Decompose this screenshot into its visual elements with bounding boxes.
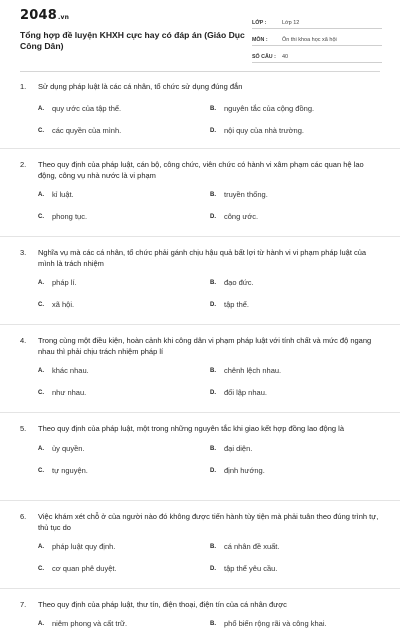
option-b[interactable] [210,443,382,455]
option-letter: A. [38,105,44,112]
question-text [20,246,380,269]
question-number: 7. [20,600,27,609]
meta-label: LỚP : [252,20,267,26]
option-a[interactable] [38,103,210,115]
option-text: công ước. [224,212,259,221]
option-letter: B. [210,105,216,112]
meta-label: SỐ CÂU : [252,54,276,60]
question-6 [0,510,400,589]
question-5 [0,422,400,501]
answer-options [20,443,380,477]
question-body: Theo quy định của pháp luật, thư tín, điện thoại, điện tín của cá nhân được [38,600,287,609]
option-text: quy ước của tập thể. [52,103,122,113]
answer-options [20,189,380,223]
option-a[interactable] [38,365,210,377]
option-letter: D. [210,566,216,572]
question-7 [0,598,400,638]
option-row-spacer [38,553,382,563]
option-letter: A. [38,192,44,198]
question-text [20,80,380,93]
answer-options [20,103,380,137]
option-text: pháp luật quy định. [52,542,116,551]
question-body: Sử dụng pháp luật là các cá nhân, tổ chức sử dụng đúng đắn [38,82,243,91]
option-c[interactable] [38,211,210,223]
answer-options [20,541,380,575]
option-text: niêm phong và cất trữ. [52,618,128,628]
question-3 [0,246,400,325]
option-text: tự nguyện. [52,465,88,475]
header-divider [20,71,380,72]
option-text: nội quy của nhà trường. [224,125,304,135]
answer-options [20,365,380,399]
option-d[interactable] [210,299,382,311]
option-letter: D. [210,214,216,220]
option-text: phong tục. [52,212,88,221]
option-letter: A. [38,445,44,452]
option-text: phổ biến rộng rãi và công khai. [224,618,327,628]
option-row-spacer [38,455,382,465]
question-text [20,158,380,181]
question-1 [0,80,400,149]
option-a[interactable] [38,277,210,289]
option-b[interactable] [210,189,382,201]
meta-value: Lớp 12 [282,20,300,26]
question-number: 3. [20,248,27,257]
option-text: tập thể yêu cầu. [224,564,278,573]
option-text: kỉ luật. [52,190,74,199]
option-d[interactable] [210,563,382,575]
option-text: đại diện. [224,443,253,453]
option-letter: A. [38,544,44,550]
option-text: chênh lệch nhau. [224,366,282,375]
option-letter: D. [210,302,216,308]
question-text [20,422,380,435]
question-text [20,334,380,357]
option-b[interactable] [210,618,382,630]
option-row-spacer [38,201,382,211]
option-d[interactable] [210,387,382,399]
option-c[interactable] [38,387,210,399]
document-title: Tổng hợp đề luyện KHXH cực hay có đáp án (Giáo Dục Công Dân) [20,30,245,51]
meta-label: MÔN : [252,37,268,43]
option-c[interactable] [38,563,210,575]
option-b[interactable] [210,365,382,377]
question-body: Theo quy định của pháp luật, một trong những nguyên tắc khi giao kết hợp đồng lao động là [38,424,344,433]
option-letter: D. [210,467,216,474]
option-text: đạo đức. [224,278,254,287]
option-letter: A. [38,620,44,627]
option-letter: C. [38,214,44,220]
question-text [20,598,380,611]
option-letter: A. [38,280,44,286]
option-letter: A. [38,368,44,374]
meta-grade [252,13,382,29]
option-row-spacer [38,377,382,387]
question-number: 6. [20,512,27,521]
option-a[interactable] [38,541,210,553]
question-4 [0,334,400,413]
site-logo[interactable] [20,8,69,23]
option-text: tập thể. [224,300,250,309]
option-text: pháp lí. [52,278,77,287]
answer-options [20,618,380,630]
option-letter: C. [38,302,44,308]
option-d[interactable] [210,125,382,137]
option-b[interactable] [210,277,382,289]
question-body: Trong cùng một điều kiện, hoàn cảnh khi công dân vi phạm pháp luật với tính chất và mức độ ngang nhau thì phải chịu trách nhiệm pháp lí [38,336,372,356]
option-letter: B. [210,368,216,374]
option-text: xã hội. [52,300,75,309]
option-letter: B. [210,192,216,198]
option-d[interactable] [210,211,382,223]
question-text [20,510,380,533]
option-row-spacer [38,115,382,125]
option-letter: B. [210,544,216,550]
option-letter: C. [38,390,44,396]
option-row-spacer [38,289,382,299]
option-text: nguyên tắc của cộng đồng. [224,103,315,113]
logo-suffix: .vn [57,14,70,21]
option-text: ủy quyền. [52,443,85,453]
option-text: như nhau. [52,388,87,397]
option-text: truyền thống. [224,190,268,199]
option-text: định hướng. [224,465,265,475]
question-number: 1. [20,82,27,91]
option-text: đối lập nhau. [224,388,267,397]
option-a[interactable] [38,443,210,455]
option-b[interactable] [210,103,382,115]
option-letter: C. [38,127,44,134]
option-a[interactable] [38,189,210,201]
logo-main: 2048 [20,8,57,23]
question-body: Việc khám xét chỗ ở của người nào đó không được tiến hành tùy tiện mà phải tuân theo đúng trình tự, thủ tục do [38,512,379,532]
option-a[interactable] [38,618,210,630]
option-text: khác nhau. [52,366,89,375]
option-c[interactable] [38,299,210,311]
option-c[interactable] [38,125,210,137]
option-d[interactable] [210,465,382,477]
question-number: 4. [20,336,27,345]
option-letter: D. [210,390,216,396]
question-body: Nghĩa vụ mà các cá nhân, tổ chức phải gánh chịu hậu quả bất lợi từ hành vi vi phạm pháp luật của mình là trách nhiệm [38,248,367,268]
question-list [0,80,400,638]
question-body: Theo quy định của pháp luật, cán bộ, công chức, viên chức có hành vi xâm phạm các quan hệ lao động, công vụ nhà nước là vi phạm [38,160,364,180]
option-letter: D. [210,127,216,134]
document-meta [252,13,382,64]
option-b[interactable] [210,541,382,553]
answer-options [20,277,380,311]
question-2 [0,158,400,237]
question-number: 2. [20,160,27,169]
meta-question-count [252,47,382,63]
option-letter: C. [38,467,44,474]
option-letter: B. [210,620,216,627]
option-letter: B. [210,445,216,452]
option-text: cá nhân đề xuất. [224,542,280,551]
option-text: các quyền của mình. [52,125,122,135]
meta-value: 40 [282,54,289,60]
option-text: cơ quan phê duyệt. [52,564,117,573]
question-number: 5. [20,424,27,433]
option-c[interactable] [38,465,210,477]
option-letter: C. [38,566,44,572]
option-letter: B. [210,280,216,286]
meta-value: Ôn thi khoa học xã hội [282,37,337,43]
page-header [0,0,400,70]
meta-subject [252,30,382,46]
